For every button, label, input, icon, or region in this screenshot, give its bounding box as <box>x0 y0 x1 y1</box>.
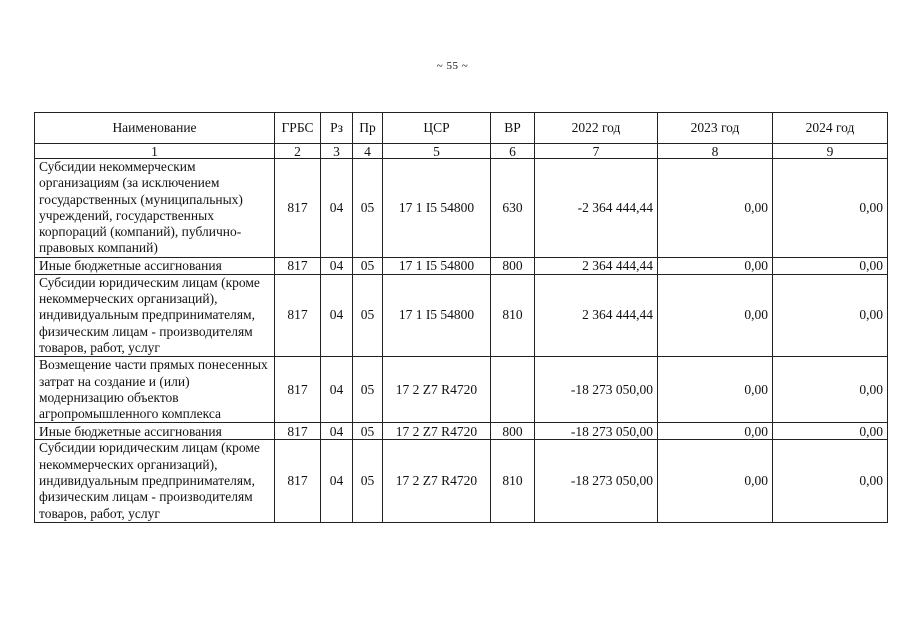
row-amount-2022: 2 364 444,44 <box>535 257 658 274</box>
row-amount-2022: -18 273 050,00 <box>535 357 658 423</box>
row-rz: 04 <box>321 357 353 423</box>
col-number: 1 <box>35 144 275 159</box>
row-grbs: 817 <box>275 159 321 258</box>
row-grbs: 817 <box>275 274 321 356</box>
row-rz: 04 <box>321 159 353 258</box>
budget-table <box>34 112 888 523</box>
row-name: Иные бюджетные ассигнования <box>35 423 275 440</box>
row-pr: 05 <box>353 159 383 258</box>
row-amount-2024: 0,00 <box>773 274 888 356</box>
col-number: 9 <box>773 144 888 159</box>
row-amount-2022: -2 364 444,44 <box>535 159 658 258</box>
row-amount-2023: 0,00 <box>658 159 773 258</box>
col-number: 8 <box>658 144 773 159</box>
col-number: 3 <box>321 144 353 159</box>
row-rz: 04 <box>321 257 353 274</box>
row-pr: 05 <box>353 423 383 440</box>
row-name: Возмещение части прямых понесенных затрат на создание и (или) модернизацию объектов агропромышленного комплекса <box>35 357 275 423</box>
row-vr: 800 <box>491 423 535 440</box>
row-name: Иные бюджетные ассигнования <box>35 257 275 274</box>
col-header-2023: 2023 год <box>658 113 773 144</box>
row-pr: 05 <box>353 357 383 423</box>
col-header-vr: ВР <box>491 113 535 144</box>
table-row <box>35 257 888 274</box>
row-amount-2023: 0,00 <box>658 274 773 356</box>
col-number: 7 <box>535 144 658 159</box>
row-rz: 04 <box>321 423 353 440</box>
row-grbs: 817 <box>275 257 321 274</box>
row-name: Субсидии юридическим лицам (кроме некоммерческих организаций), индивидуальным предпринимателям, физическим лицам - производителям товаров, работ, услуг <box>35 274 275 356</box>
col-header-rz: Рз <box>321 113 353 144</box>
row-csr: 17 1 I5 54800 <box>383 159 491 258</box>
col-header-csr: ЦСР <box>383 113 491 144</box>
row-amount-2023: 0,00 <box>658 257 773 274</box>
col-header-name: Наименование <box>35 113 275 144</box>
row-vr: 810 <box>491 274 535 356</box>
row-amount-2024: 0,00 <box>773 159 888 258</box>
row-amount-2024: 0,00 <box>773 423 888 440</box>
row-amount-2022: -18 273 050,00 <box>535 423 658 440</box>
row-amount-2022: -18 273 050,00 <box>535 440 658 522</box>
row-csr: 17 1 I5 54800 <box>383 257 491 274</box>
col-number: 6 <box>491 144 535 159</box>
row-rz: 04 <box>321 274 353 356</box>
header-row <box>35 113 888 144</box>
row-amount-2023: 0,00 <box>658 423 773 440</box>
col-header-pr: Пр <box>353 113 383 144</box>
row-vr: 810 <box>491 440 535 522</box>
page-number: ~ 55 ~ <box>436 60 469 72</box>
row-csr: 17 2 Z7 R4720 <box>383 423 491 440</box>
row-grbs: 817 <box>275 423 321 440</box>
row-vr: 800 <box>491 257 535 274</box>
col-number: 2 <box>275 144 321 159</box>
row-vr <box>491 357 535 423</box>
row-rz: 04 <box>321 440 353 522</box>
row-amount-2023: 0,00 <box>658 357 773 423</box>
table-row <box>35 159 888 258</box>
row-amount-2024: 0,00 <box>773 440 888 522</box>
row-grbs: 817 <box>275 440 321 522</box>
table-row <box>35 440 888 522</box>
col-number: 5 <box>383 144 491 159</box>
row-pr: 05 <box>353 440 383 522</box>
row-vr: 630 <box>491 159 535 258</box>
col-header-grbs: ГРБС <box>275 113 321 144</box>
col-header-2024: 2024 год <box>773 113 888 144</box>
column-number-row <box>35 144 888 159</box>
col-number: 4 <box>353 144 383 159</box>
row-csr: 17 2 Z7 R4720 <box>383 357 491 423</box>
row-csr: 17 2 Z7 R4720 <box>383 440 491 522</box>
table-row <box>35 423 888 440</box>
row-name: Субсидии юридическим лицам (кроме некоммерческих организаций), индивидуальным предпринимателям, физическим лицам - производителям товаров, работ, услуг <box>35 440 275 522</box>
row-amount-2024: 0,00 <box>773 357 888 423</box>
col-header-2022: 2022 год <box>535 113 658 144</box>
row-name: Субсидии некоммерческим организациям (за исключением государственных (муниципальных) учреждений, государственных корпораций (компаний), публично-правовых компаний) <box>35 159 275 258</box>
row-pr: 05 <box>353 274 383 356</box>
row-grbs: 817 <box>275 357 321 423</box>
row-csr: 17 1 I5 54800 <box>383 274 491 356</box>
row-pr: 05 <box>353 257 383 274</box>
row-amount-2023: 0,00 <box>658 440 773 522</box>
table-row <box>35 274 888 356</box>
row-amount-2022: 2 364 444,44 <box>535 274 658 356</box>
table-row <box>35 357 888 423</box>
row-amount-2024: 0,00 <box>773 257 888 274</box>
